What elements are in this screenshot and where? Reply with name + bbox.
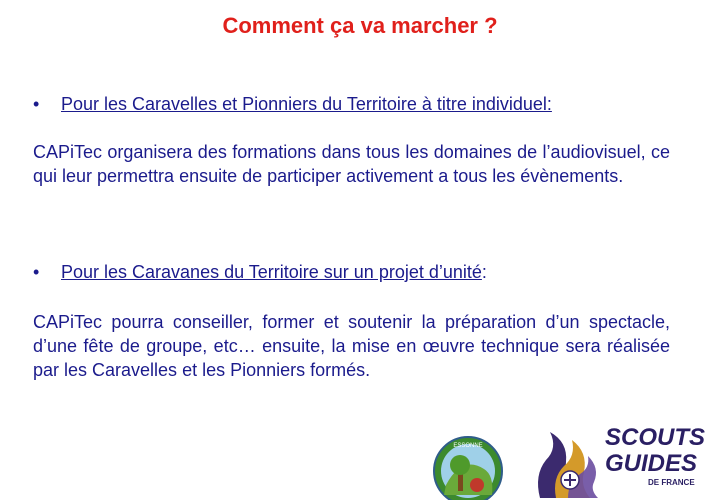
brand-scouts: SCOUTS xyxy=(605,424,706,451)
section2-body: CAPiTec pourra conseiller, former et soutenir la préparation d’un spectacle, d’une fête de groupe, etc… ensuite, la mise en œuvre technique sera réalisée par les Caravelles et les Pionniers formés. xyxy=(33,312,670,380)
section2-heading-suffix: : xyxy=(481,262,487,282)
brand-guides: GUIDES xyxy=(605,450,698,477)
section2-heading: Pour les Caravanes du Territoire sur un projet d’unité xyxy=(61,262,482,282)
brand-de-france: DE FRANCE xyxy=(648,478,695,487)
territory-logo xyxy=(432,435,504,500)
territory-logo-text: ESSONNE xyxy=(453,443,483,449)
section2-heading-line xyxy=(33,262,487,283)
section1-body: CAPiTec organisera des formations dans tous les domaines de l’audiovisuel, ce qui leur permettra ensuite de participer activement a tous les évènements. xyxy=(33,142,670,186)
bullet-dot: • xyxy=(33,94,40,114)
section1-heading: Pour les Caravelles et Pionniers du Territoire à titre individuel: xyxy=(61,94,552,114)
section1-heading-line xyxy=(33,94,552,115)
slide-title: Comment ça va marcher ? xyxy=(222,13,498,38)
bullet-dot: • xyxy=(33,262,40,282)
sgdf-emblem xyxy=(528,420,608,500)
